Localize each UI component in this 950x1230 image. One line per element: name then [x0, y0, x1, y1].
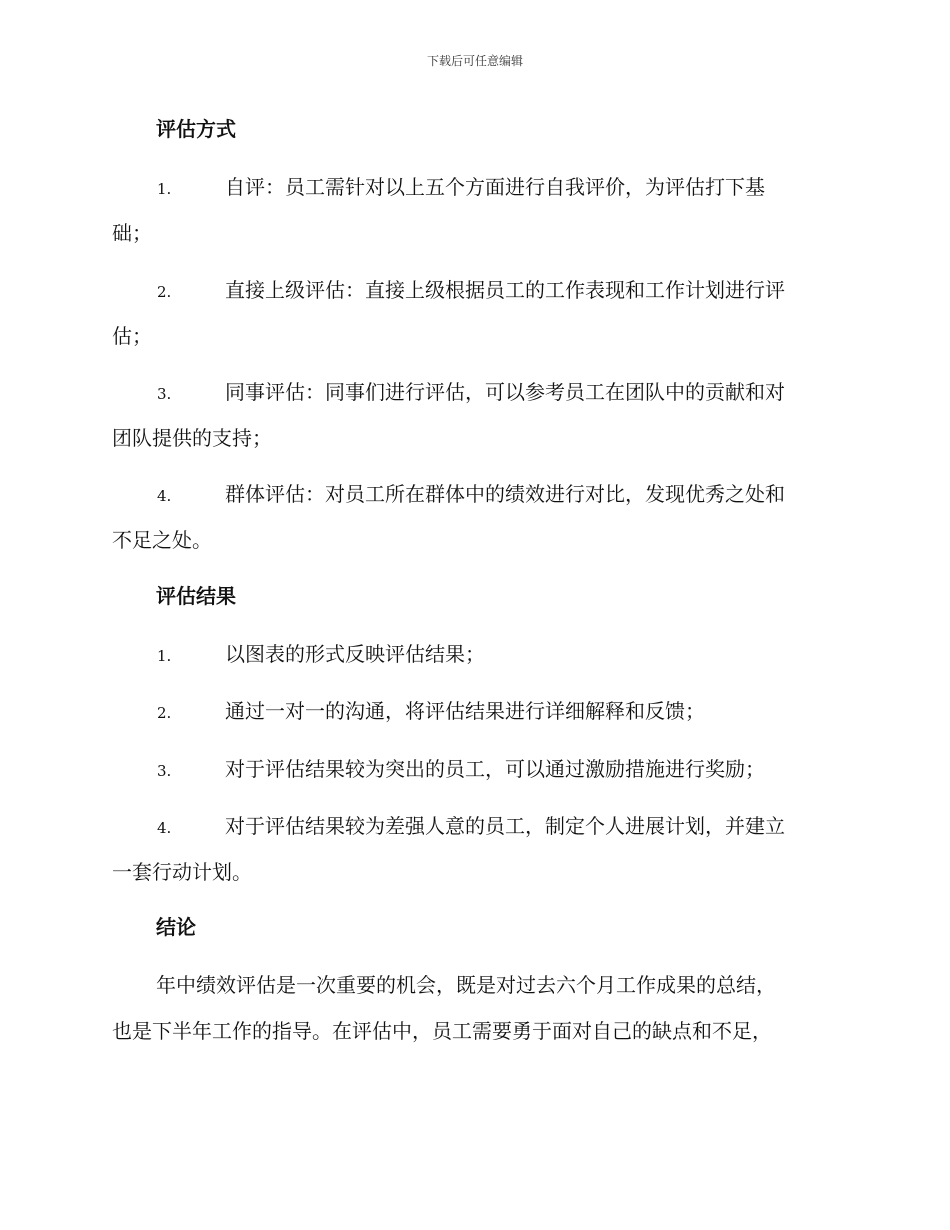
list-item — [112, 696, 832, 742]
list-text-continued: 团队提供的支持； — [112, 426, 272, 450]
list-item — [112, 377, 832, 469]
list-number: 1. — [157, 647, 172, 665]
header-note: 下载后可任意编辑 — [426, 54, 523, 68]
list-text-continued: 一套行动计划。 — [112, 860, 252, 884]
paragraph-line: 年中绩效评估是一次重要的机会，既是对过去六个月工作成果的总结， — [156, 973, 776, 997]
list-number: 2. — [157, 704, 172, 722]
list-text: 同事评估：同事们进行评估，可以参考员工在团队中的贡献和对 — [225, 380, 785, 404]
list-text: 自评：员工需针对以上五个方面进行自我评价，为评估打下基 — [225, 175, 765, 199]
list-number: 2. — [157, 283, 172, 301]
list-number: 4. — [157, 487, 172, 505]
paragraph-line: 也是下半年工作的指导。在评估中，员工需要勇于面对自己的缺点和不足， — [112, 1019, 772, 1043]
list-text: 群体评估：对员工所在群体中的绩效进行对比，发现优秀之处和 — [225, 482, 785, 506]
list-item — [112, 172, 832, 264]
list-text: 对于评估结果较为差强人意的员工，制定个人进展计划，并建立 — [225, 814, 785, 838]
list-item — [112, 275, 832, 367]
list-text-continued: 不足之处。 — [112, 528, 212, 552]
list-text: 直接上级评估：直接上级根据员工的工作表现和工作计划进行评 — [225, 278, 785, 302]
list-text: 以图表的形式反映评估结果； — [225, 642, 485, 666]
list-item — [112, 479, 832, 571]
section-heading-conclusion: 结论 — [156, 915, 196, 939]
list-number: 1. — [157, 180, 172, 198]
list-item — [112, 754, 832, 800]
list-number: 3. — [157, 385, 172, 403]
list-number: 4. — [157, 819, 172, 837]
list-text: 对于评估结果较为突出的员工，可以通过激励措施进行奖励； — [225, 757, 765, 781]
list-item — [112, 639, 832, 685]
section-heading-assessment-method: 评估方式 — [156, 117, 236, 141]
list-text-continued: 础； — [112, 221, 152, 245]
list-text-continued: 估； — [112, 324, 152, 348]
list-number: 3. — [157, 762, 172, 780]
list-text: 通过一对一的沟通，将评估结果进行详细解释和反馈； — [225, 699, 705, 723]
list-item — [112, 811, 832, 903]
section-heading-assessment-results: 评估结果 — [156, 584, 236, 608]
